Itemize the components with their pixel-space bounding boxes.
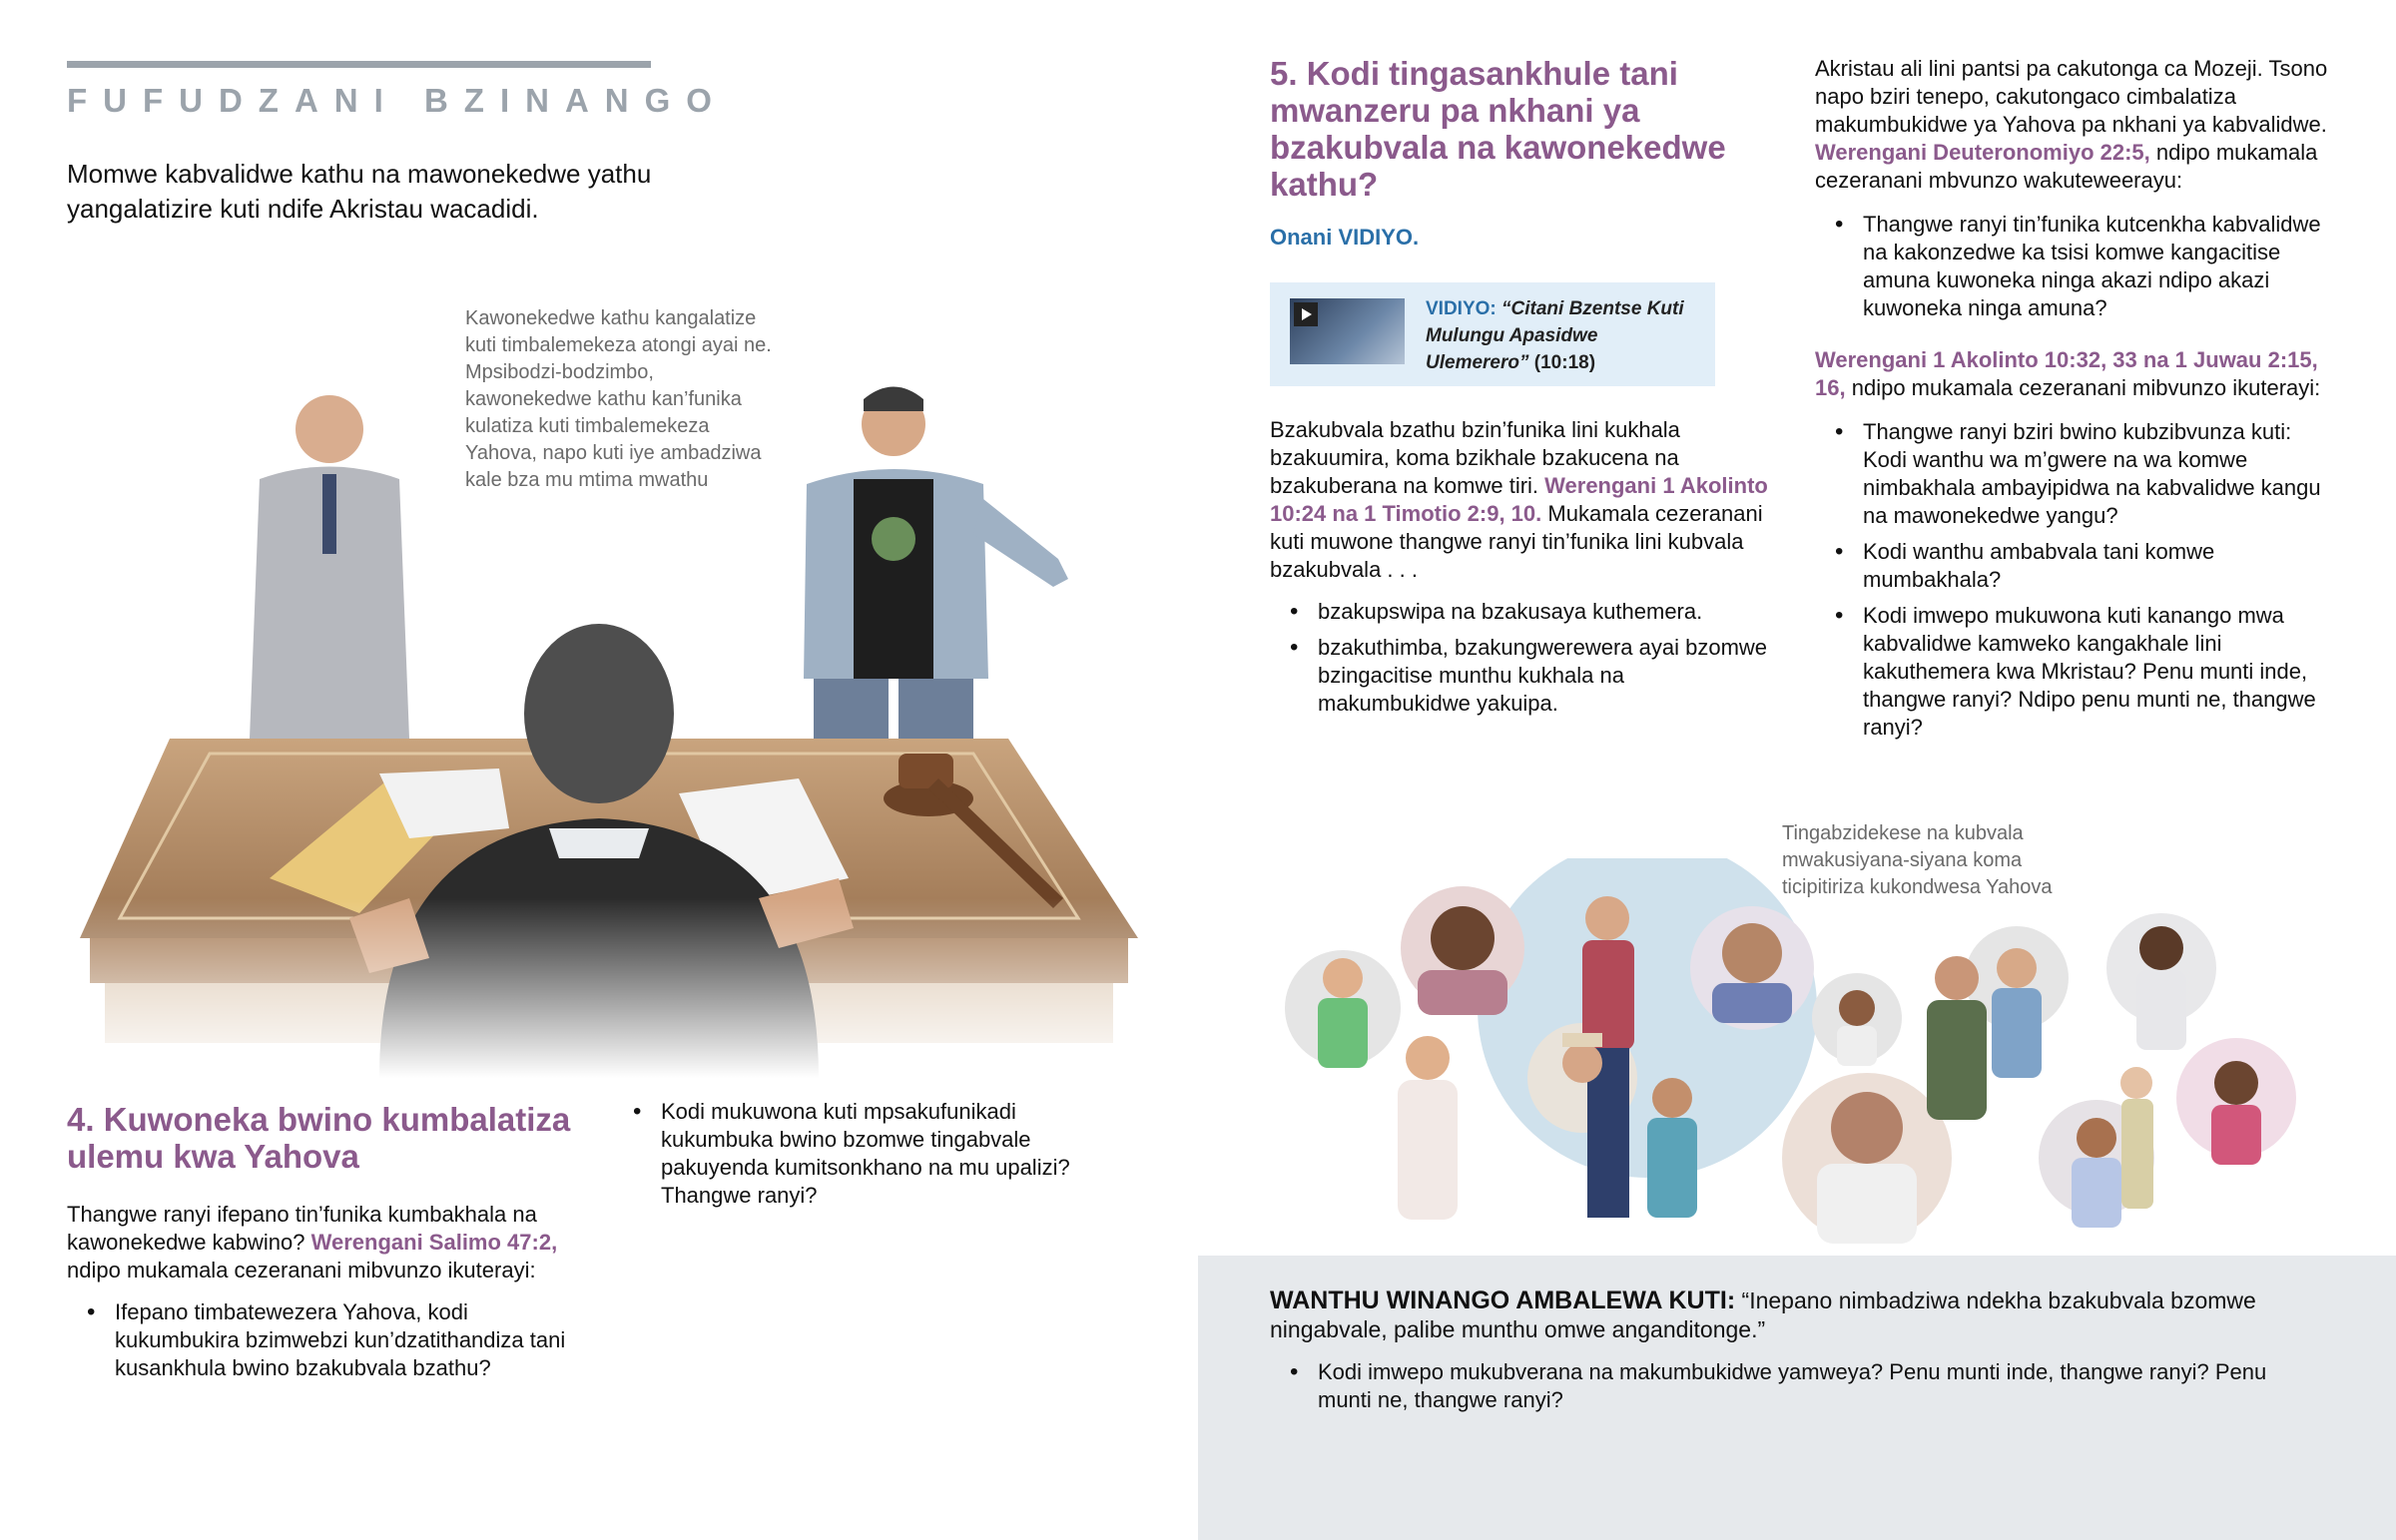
illustration-caption-left: Kawonekedwe kathu kangalatize kuti timbalemekeza atongi ayai ne. Mpsibodzi-bodzimbo, kawonekedwe kathu kan’funika kulatiza kuti timbalemekeza Yahova, napo kuti iye ambadziwa kale bza mu mtima mwathu [465, 307, 772, 491]
right-column-bullets-2 [1815, 418, 2334, 742]
right-para-2-text-after: ndipo mukamala cezeranani mibvunzo ikuterayi: [1851, 375, 2321, 400]
section-4-heading: 4. Kuwoneka bwino kumbalatiza ulemu kwa Yahova [67, 1101, 571, 1175]
list-item: • Thangwe ranyi bziri bwino kubzibvunza kuti: Kodi wanthu wa m’gwere na wa komwe nimbakhala ambayipidwa na kabvalidwe kangu na mawonekedwe yangu? [1863, 418, 2334, 530]
others-say-label: WANTHU WINANGO AMBALEWA KUTI: [1270, 1286, 1736, 1314]
section-4 [67, 1101, 596, 1390]
others-say [1270, 1286, 2268, 1422]
scripture-ref-akolinto[interactable]: Werengani 1 Akolinto 10:24 na 1 Timotio 2:9, 10. [1270, 473, 1768, 526]
list-item: • Kodi imwepo mukuwona kuti kanango mwa kabvalidwe kamweko kangakhale lini kakuthemera kwa Mkristau? Penu munti inde, thangwe ranyi? Ndipo penu munti ne, thangwe ranyi? [1863, 602, 2334, 742]
intro-text: Momwe kabvalidwe kathu na mawonekedwe yathu yangalatizire kuti ndife Akristau wacadidi. [67, 159, 652, 224]
right-column-para-1 [1815, 55, 2334, 195]
video-label: VIDIYO: [1426, 298, 1497, 319]
list-item: • Thangwe ranyi tin’funika kutcenkha kabvalidwe na kakonzedwe ka tsisi komwe kangacitise amuna kuwoneka ninga akazi ndipo akazi kuwoneka ninga amuna? [1863, 211, 2334, 322]
list-item: • Ifepano timbatewezera Yahova, kodi kukumbukira bzimwebzi kun’dzatithandiza tani kusankhula bwino bzakubvala bzathu? [115, 1298, 596, 1382]
video-thumbnail[interactable] [1290, 298, 1405, 364]
section-5 [1270, 55, 1749, 251]
section-5-body [1270, 416, 1779, 584]
section-4-body-text-after: ndipo mukamala cezeranani mibvunzo ikuterayi: [67, 1258, 536, 1283]
section-5-body-text: Bzakubvala bzathu bzin’funika lini kukhala bzakuumira, koma bzikhale bzakucena na bzakuberana na komwe tiri. [1270, 417, 1680, 498]
section-5-heading: 5. Kodi tingasankhule tani mwanzeru pa nkhani ya bzakubvala na kawonekedwe kathu? [1270, 55, 1726, 203]
right-column-bullets-1 [1815, 211, 2334, 322]
scripture-ref-deuteronomiyo[interactable]: Werengani Deuteronomiyo 22:5, [1815, 140, 2150, 165]
right-para-1-text: Akristau ali lini pantsi pa cakutonga ca Mozeji. Tsono napo bziri tenepo, cakutongaco cimbalatiza makumbukidwe ya Yahova pa nkhani ya kabvalidwe. [1815, 56, 2328, 137]
video-title [1426, 295, 1705, 376]
list-item: • Kodi imwepo mukubverana na makumbukidwe yamweya? Penu munti inde, thangwe ranyi? Penu munti ne, thangwe ranyi? [1318, 1358, 2268, 1414]
list-item: • Kodi wanthu ambabvala tani komwe mumbakhala? [1863, 538, 2334, 594]
right-column-para-2 [1815, 346, 2334, 402]
scripture-ref-salimo[interactable]: Werengani Salimo 47:2, [310, 1230, 558, 1255]
video-card[interactable] [1270, 282, 1715, 386]
top-rule [67, 61, 651, 68]
section-5-body-block [1270, 416, 1779, 726]
list-item: • bzakupswipa na bzakusaya kuthemera. [1318, 598, 1779, 626]
play-icon[interactable] [1294, 302, 1318, 326]
scripture-ref-akolinto-juwau[interactable]: Werengani 1 Akolinto 10:32, 33 na 1 Juwau 2:15, 16, [1815, 347, 2318, 400]
section-eyebrow: FUFUDZANI BZINANGO [67, 82, 728, 119]
right-para-1-text-after: ndipo mukamala cezeranani mbvunzo wakuteweerayu: [1815, 140, 2318, 193]
others-say-text [1270, 1286, 2268, 1344]
list-item: • bzakuthimba, bzakungwerewera ayai bzomwe bzingacitise munthu kukhala na makumbukidwe yakuipa. [1318, 634, 1779, 718]
video-title-text: “Citani Bzentse Kuti Mulungu Apasidwe Ulemerero” [1426, 298, 1684, 373]
section-4-bullets-2 [613, 1098, 1122, 1210]
section-4-col2 [613, 1098, 1122, 1218]
watch-video-link[interactable]: Onani VIDIYO. [1270, 225, 1420, 250]
section-5-body-text-after: Mukamala cezeranani kuti muwone thangwe ranyi tin’funika lini kubvala bzakubvala . . . [1270, 501, 1763, 582]
people-illustration [1278, 858, 2336, 1258]
others-say-bullets [1270, 1358, 2268, 1414]
video-duration: (10:18) [1533, 352, 1596, 373]
others-say-quote: “Inepano nimbadziwa ndekha bzakubvala bzomwe ningabvale, palibe munthu omwe anganditonge.” [1270, 1287, 2256, 1342]
right-column [1815, 55, 2334, 750]
section-4-body [67, 1201, 596, 1284]
section-4-bullets [67, 1298, 596, 1382]
list-item: • Kodi mukuwona kuti mpsakufunikadi kukumbuka bwino bzomwe tingabvale pakuyenda kumitsonkhano na mu upalizi? Thangwe ranyi? [661, 1098, 1122, 1210]
illustration-caption-right: Tingabzidekese na kubvala mwakusiyana-siyana koma ticipitiriza kukondwesa Yahova [1782, 822, 2053, 898]
section-5-bullets [1270, 598, 1779, 718]
section-4-body-text: Thangwe ranyi ifepano tin’funika kumbakhala na kawonekedwe kabwino? [67, 1202, 537, 1255]
